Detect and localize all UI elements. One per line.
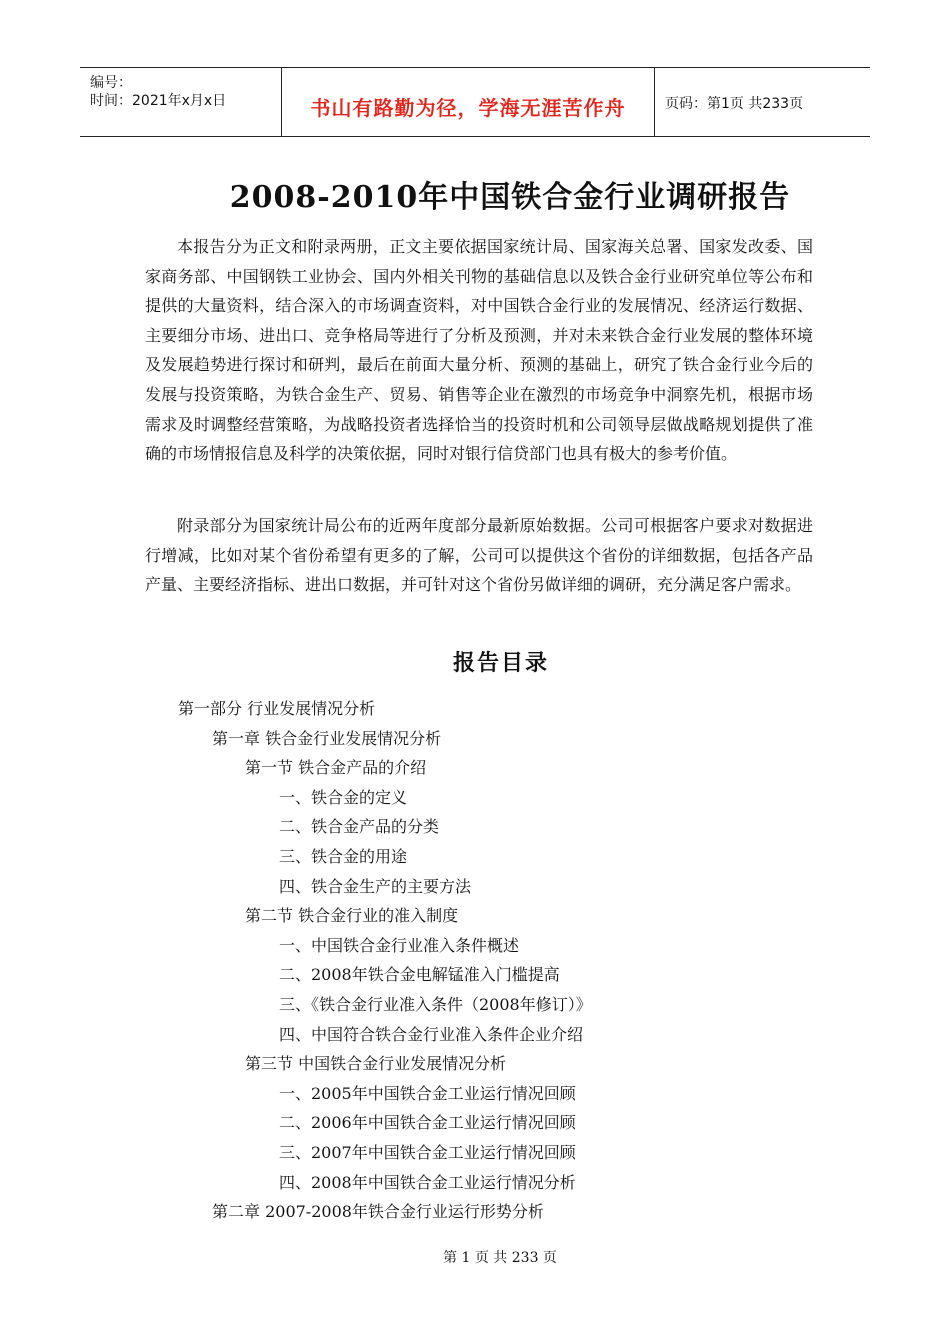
- toc-item: 三、铁合金的用途: [279, 847, 408, 866]
- toc-title: 报告目录: [452, 650, 549, 676]
- toc-item: 三、《铁合金行业准入条件（2008年修订）》: [279, 995, 592, 1014]
- toc-item: 二、2006年中国铁合金工业运行情况回顾: [279, 1113, 576, 1132]
- document-time-label: 时间：2021年x月x日: [90, 93, 227, 109]
- page-footer: 第 1 页 共 233 页: [443, 1250, 557, 1266]
- toc-item: 四、2008年中国铁合金工业运行情况分析: [279, 1173, 576, 1192]
- toc-item: 三、2007年中国铁合金工业运行情况回顾: [279, 1143, 576, 1162]
- toc-section: 第二节 铁合金行业的准入制度: [245, 906, 459, 925]
- toc-section: 第三节 中国铁合金行业发展情况分析: [245, 1054, 507, 1073]
- motto-text: 书山有路勤为径，学海无涯苦作舟: [310, 96, 626, 120]
- document-number-label: 编号：: [90, 75, 132, 91]
- toc-item: 一、2005年中国铁合金工业运行情况回顾: [279, 1084, 576, 1103]
- document-title: 2008-2010年中国铁合金行业调研报告: [229, 180, 791, 215]
- toc-section: 第一节 铁合金产品的介绍: [245, 758, 427, 777]
- toc-chapter: 第一章 铁合金行业发展情况分析: [212, 729, 442, 748]
- header-table: [80, 67, 870, 137]
- header-left-cell: [80, 68, 282, 136]
- toc-item: 四、铁合金生产的主要方法: [279, 877, 472, 896]
- toc-item: 一、中国铁合金行业准入条件概述: [279, 936, 520, 955]
- toc-item: 二、铁合金产品的分类: [279, 817, 440, 836]
- toc-part: 第一部分 行业发展情况分析: [178, 699, 376, 718]
- header-right-cell: [655, 68, 870, 136]
- intro-paragraph-1: 本报告分为正文和附录两册，正文主要依据国家统计局、国家海关总署、国家发改委、国家商务部、中国钢铁工业协会、国内外相关刊物的基础信息以及铁合金行业研究单位等公布和提供的大量资料，结合深入的市场调查资料，对中国铁合金行业的发展情况、经济运行数据、主要细分市场、进出口、竞争格局等进行了分析及预测，并对未来铁合金行业发展的整体环境及发展趋势进行探讨和研判，最后在前面大量分析、预测的基础上，研究了铁合金行业今后的发展与投资策略，为铁合金生产、贸易、销售等企业在激烈的市场竞争中洞察先机，根据市场需求及时调整经营策略，为战略投资者选择恰当的投资时机和公司领导层做战略规划提供了准确的市场情报信息及科学的决策依据，同时对银行信贷部门也具有极大的参考价值。: [145, 237, 813, 464]
- toc-item: 一、铁合金的定义: [279, 788, 408, 807]
- toc-item: 四、中国符合铁合金行业准入条件企业介绍: [279, 1025, 584, 1044]
- toc-item: 二、2008年铁合金电解锰准入门槛提高: [279, 965, 560, 984]
- toc-chapter: 第二章 2007-2008年铁合金行业运行形势分析: [212, 1202, 544, 1221]
- intro-paragraph-2: 附录部分为国家统计局公布的近两年度部分最新原始数据。公司可根据客户要求对数据进行增减，比如对某个省份希望有更多的了解，公司可以提供这个省份的详细数据，包括各产品产量、主要经济指标、进出口数据，并可针对这个省份另做详细的调研，充分满足客户需求。: [145, 516, 813, 595]
- page-code: 页码：第1页 共233页: [665, 96, 804, 112]
- header-middle-cell: [282, 68, 655, 136]
